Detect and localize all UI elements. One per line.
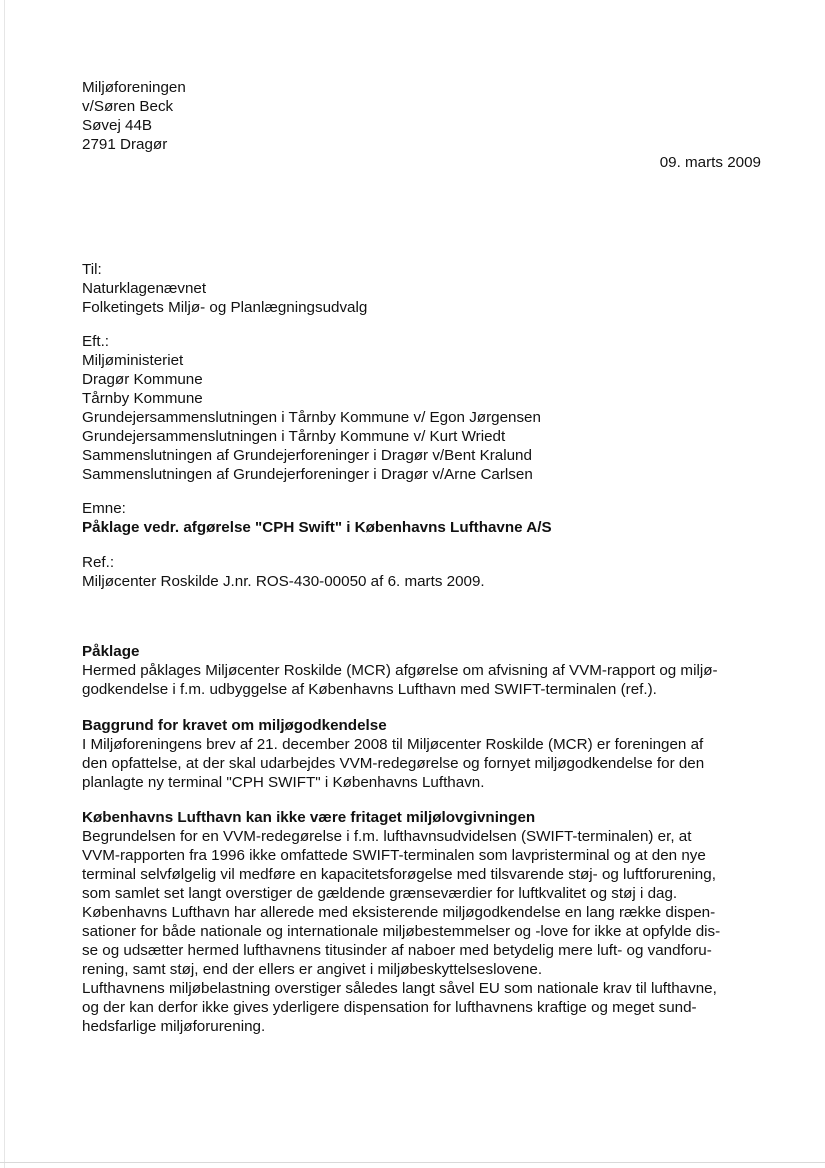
body-line: terminal selvfølgelig vil medføre en kapacitetsforøgelse med tilsvarende støj- og luftforurening, (82, 866, 716, 883)
cc-recipient: Grundejersammenslutningen i Tårnby Kommune v/ Egon Jørgensen (82, 409, 541, 426)
cc-recipient: Miljøministeriet (82, 352, 184, 369)
to-recipient: Naturklagenævnet (82, 280, 207, 297)
cc-recipient: Grundejersammenslutningen i Tårnby Kommune v/ Kurt Wriedt (82, 428, 506, 445)
body-line: planlagte ny terminal "CPH SWIFT" i Københavns Lufthavn. (82, 774, 485, 791)
section-body-baggrund (82, 735, 750, 792)
body-line: godkendelse i f.m. udbyggelse af Københavns Lufthavn med SWIFT-terminalen (ref.). (82, 681, 657, 698)
body-line: Begrundelsen for en VVM-redegørelse i f.m. lufthavnsudvidelsen (SWIFT-terminalen) er, at (82, 828, 692, 845)
letter-date: 09. marts 2009 (659, 154, 761, 171)
section-heading-baggrund: Baggrund for kravet om miljøgodkendelse (82, 717, 387, 734)
body-line: Hermed påklages Miljøcenter Roskilde (MCR) afgørelse om afvisning af VVM-rapport og miljø- (82, 662, 718, 679)
section-body-lufthavn (82, 827, 750, 1036)
scan-edge-bottom (0, 1162, 825, 1163)
sender-street: Søvej 44B (82, 117, 153, 134)
cc-recipient: Dragør Kommune (82, 371, 203, 388)
scan-edge-left (4, 0, 5, 1168)
cc-recipient: Sammenslutningen af Grundejerforeninger i Dragør v/Arne Carlsen (82, 466, 533, 483)
body-line: sationer for både nationale og internationale miljøbestemmelser og -love for ikke at opfylde dis- (82, 923, 721, 940)
body-line: VVM-rapporten fra 1996 ikke omfattede SWIFT-terminalen som lavpristerminal og at den nye (82, 847, 706, 864)
cc-label: Eft.: (82, 333, 110, 350)
sender-contact: v/Søren Beck (82, 98, 174, 115)
reference-label: Ref.: (82, 554, 115, 571)
to-recipient: Folketingets Miljø- og Planlægningsudvalg (82, 299, 368, 316)
reference-text: Miljøcenter Roskilde J.nr. ROS-430-00050 af 6. marts 2009. (82, 573, 485, 590)
body-line: Lufthavnens miljøbelastning overstiger således langt såvel EU som nationale krav til lufthavne, (82, 980, 717, 997)
subject-text: Påklage vedr. afgørelse "CPH Swift" i Københavns Lufthavne A/S (82, 519, 552, 536)
section-heading-paaklage: Påklage (82, 643, 140, 660)
body-line: den opfattelse, at der skal udarbejdes VVM-redegørelse og fornyet miljøgodkendelse for den (82, 755, 705, 772)
to-label: Til: (82, 261, 102, 278)
body-line: se og udsætter hermed lufthavnens titusinder af naboer med betydelig mere luft- og vandforu- (82, 942, 712, 959)
body-line: Københavns Lufthavn har allerede med eksisterende miljøgodkendelse en lang række dispen- (82, 904, 716, 921)
body-line: og der kan derfor ikke gives yderligere dispensation for lufthavnens kraftige og meget sund- (82, 999, 697, 1016)
sender-organization: Miljøforeningen (82, 79, 186, 96)
sender-city: 2791 Dragør (82, 136, 168, 153)
subject-label: Emne: (82, 500, 126, 517)
cc-recipient: Tårnby Kommune (82, 390, 203, 407)
body-line: som samlet set langt overstiger de gældende grænseværdier for luftkvalitet og støj i dag. (82, 885, 678, 902)
cc-recipient: Sammenslutningen af Grundejerforeninger i Dragør v/Bent Kralund (82, 447, 532, 464)
body-line: rening, samt støj, end der ellers er angivet i miljøbeskyttelseslovene. (82, 961, 543, 978)
section-body-paaklage (82, 661, 750, 699)
section-heading-lufthavn: Københavns Lufthavn kan ikke være fritaget miljølovgivningen (82, 809, 536, 826)
body-line: I Miljøforeningens brev af 21. december 2008 til Miljøcenter Roskilde (MCR) er foreningen af (82, 736, 704, 753)
body-line: hedsfarlige miljøforurening. (82, 1018, 266, 1035)
